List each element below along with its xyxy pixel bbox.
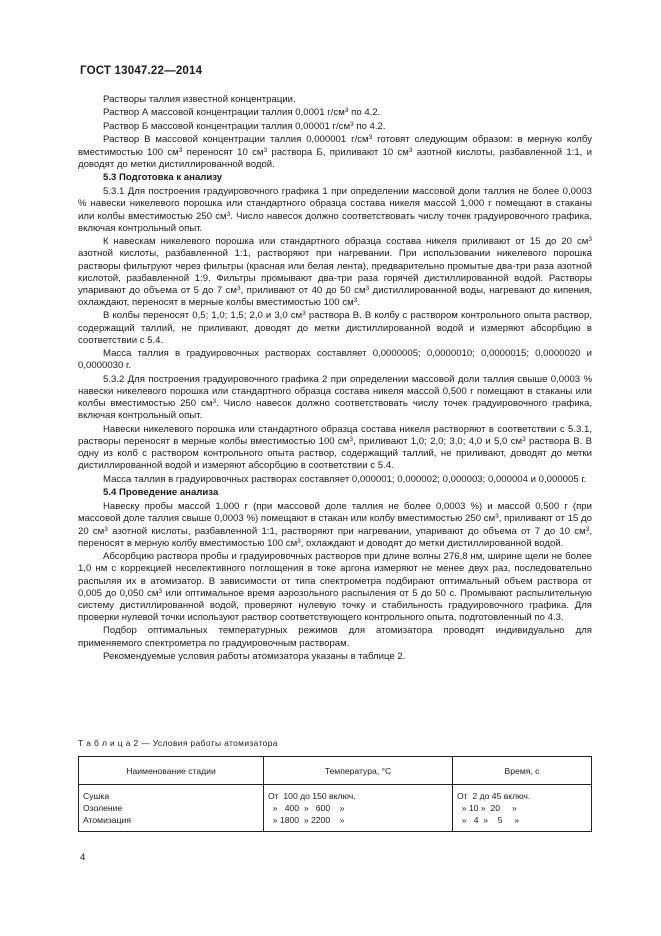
temperature-cell [264, 785, 453, 832]
time-cell [453, 785, 592, 832]
time-drying: От 2 до 45 включ. [457, 791, 531, 801]
section-heading: 5.3 Подготовка к анализу [103, 172, 223, 184]
paragraph: Раствор Б массовой концентрации таллия 0,00001 $г/см^3$ по 4.2. [103, 120, 386, 132]
page-number: 4 [80, 852, 86, 863]
atomizer-conditions-table [78, 756, 592, 832]
table-header-row [79, 757, 592, 785]
temperature-drying: От 100 до 150 включ. [268, 791, 356, 801]
paragraph: Навески никелевого порошка или стандартного образца состава никеля растворяют в соответствии с 5.3.1, растворы переносят в мерные колбы вместимостью 100 $см^3$, приливают 1,0; 2,0; 3,0; 4,0 и 5,0 $см^3$ раствора В. В одну из колб с раствором контрольного опыта раствор, содержащий таллий, не приливают, доводят до метки дистиллированной водой и измеряют абсорбцию в соответствии с 5.4. [78, 423, 592, 472]
table-header-temperature: Температура, °С [264, 757, 453, 785]
paragraph: Масса таллия в градуировочных растворах составляет 0,000001; 0,000002; 0,000003; 0,000004 и 0,000005 г. [103, 473, 587, 485]
paragraph: Раствор В массовой концентрации таллия 0,000001 $г/см^3$ готовят следующим образом: в мерную колбу вместимостью 100 $см^3$ переносят 10 $см^3$ раствора Б, приливают 10 $см^3$ азотной кислоты, разбавленной 1:1, и доводят до метки дистиллированной водой. [78, 134, 592, 170]
document-header: ГОСТ 13047.22—2014 [80, 65, 203, 77]
table-caption: Т а б л и ц а 2 — Условия работы атомизатора [78, 738, 278, 748]
paragraph: 5.3.2 Для построения градуировочного графика 2 при определении массовой доли таллия свыше 0,0003 % навески никелевого порошка или стандартного образца состава никеля массой 0,500 г помещают в стаканы или колбы вместимостью 250 $см^3$. Число навесок должно соответствовать числу точек градуировочного графика, включая контрольный опыт. [78, 373, 592, 422]
table-row [79, 785, 592, 832]
paragraph: Раствор А массовой концентрации таллия 0,0001 $г/см^3$ по 4.2. [103, 107, 381, 119]
paragraph: Рекомендуемые условия работы атомизатора указаны в таблице 2. [103, 651, 406, 663]
stage-cell [79, 785, 264, 832]
temperature-atomization: » 1800 » 2200 » [268, 815, 345, 826]
paragraph: Абсорбцию раствора пробы и градуировочных растворов при длине волны 276,8 нм, ширине щели не более 1,0 нм с коррекцией неселективного поглощения в токе аргона измеряют не менее двух раз, последовательно распыляя их в атомизатор. В зависимости от типа спектрометра подбирают оптимальный объем раствора от 0,005 до 0,050 $см^3$ или оптимальное время аэрозольного распыления от 5 до 50 с. Промывают распылительную систему дистиллированной водой, проверяют нулевую точку и стабильность градуировочного графика. Для проверки нулевой точки используют раствор соответствующего контрольного опыта, подготовленный по 4.3. [78, 551, 593, 623]
body-text [78, 94, 592, 664]
paragraph: 5.3.1 Для построения градуировочного графика 1 при определении массовой доли таллия не более 0,0003 % навески никелевого порошка или стандартного образца состава никеля массой 1,000 г помещают в стаканы или колбы вместимостью 250 $см^3$. Число навесок должно соответствовать числу точек градуировочного графика, включая контрольный опыт. [78, 186, 592, 234]
paragraph: Навеску пробы массой 1,000 г (при массовой доле таллия не более 0,0003 %) и массой 0,500 г (при массовой доле таллия свыше 0,0003 %) помещают в стакан или колбу вместимостью 250 $см^3$, приливают от 15 до 20 $см^3$ азотной кислоты, разбавленной 1:1, растворяют при нагревании, упаривают до объема от 7 до 10 $см^3$, переносят в мерную колбу вместимостью 100 $см^3$, охлаждают и доводят до метки дистиллированной водой. [78, 501, 592, 549]
time-ashing: » 10 » 20 » [457, 803, 517, 814]
paragraph: Подбор оптимальных температурных режимов для атомизатора проводят индивидуально для применяемого спектрометра по градуировочным растворам. [78, 625, 592, 649]
table-header-time: Время, с [453, 757, 592, 785]
stage-atomization: Атомизация [83, 815, 131, 826]
stage-ashing: Озоление [83, 803, 123, 814]
temperature-ashing: » 400 » 600 » [268, 803, 345, 814]
time-atomization: » 4 » 5 » [457, 815, 520, 826]
table-header-stage: Наименование стадии [79, 757, 264, 785]
paragraph: В колбы переносят 0,5; 1,0; 1,5; 2,0 и 3,0 $см^3$ раствора В. В колбу с раствором контрольного опыта раствор, содержащий таллий, не приливают, доводят до метки дистиллированной водой и измеряют абсорбцию в соответствии с 5.4. [78, 310, 592, 346]
paragraph: К навескам никелевого порошка или стандартного образца состава никеля приливают от 15 до 20 $см^3$ азотной кислоты, разбавленной 1:1, растворяют при нагревании. При использовании никелевого порошка растворы фильтруют через фильтры (красная или белая лента), предварительно промытые два-три раза азотной кислотой, разбавленной 1:9. Фильтры промывают два-три раза горячей дистиллированной водой. Растворы упаривают до объема от 5 до 7 $см^3$, приливают от 40 до 50 $см^3$ дистиллированной воды, нагревают до кипения, охлаждают, переносят в мерные колбы вместимостью 100 $см^3$. [78, 236, 592, 308]
paragraph: Масса таллия в градуировочных растворах составляет 0,0000005; 0,0000010; 0,0000015; 0,0000020 и 0,0000030 г. [78, 348, 592, 372]
stage-drying: Сушка [83, 791, 110, 801]
section-heading: 5.4 Проведение анализа [103, 487, 219, 499]
paragraph: Растворы таллия известной концентрации. [103, 94, 296, 105]
